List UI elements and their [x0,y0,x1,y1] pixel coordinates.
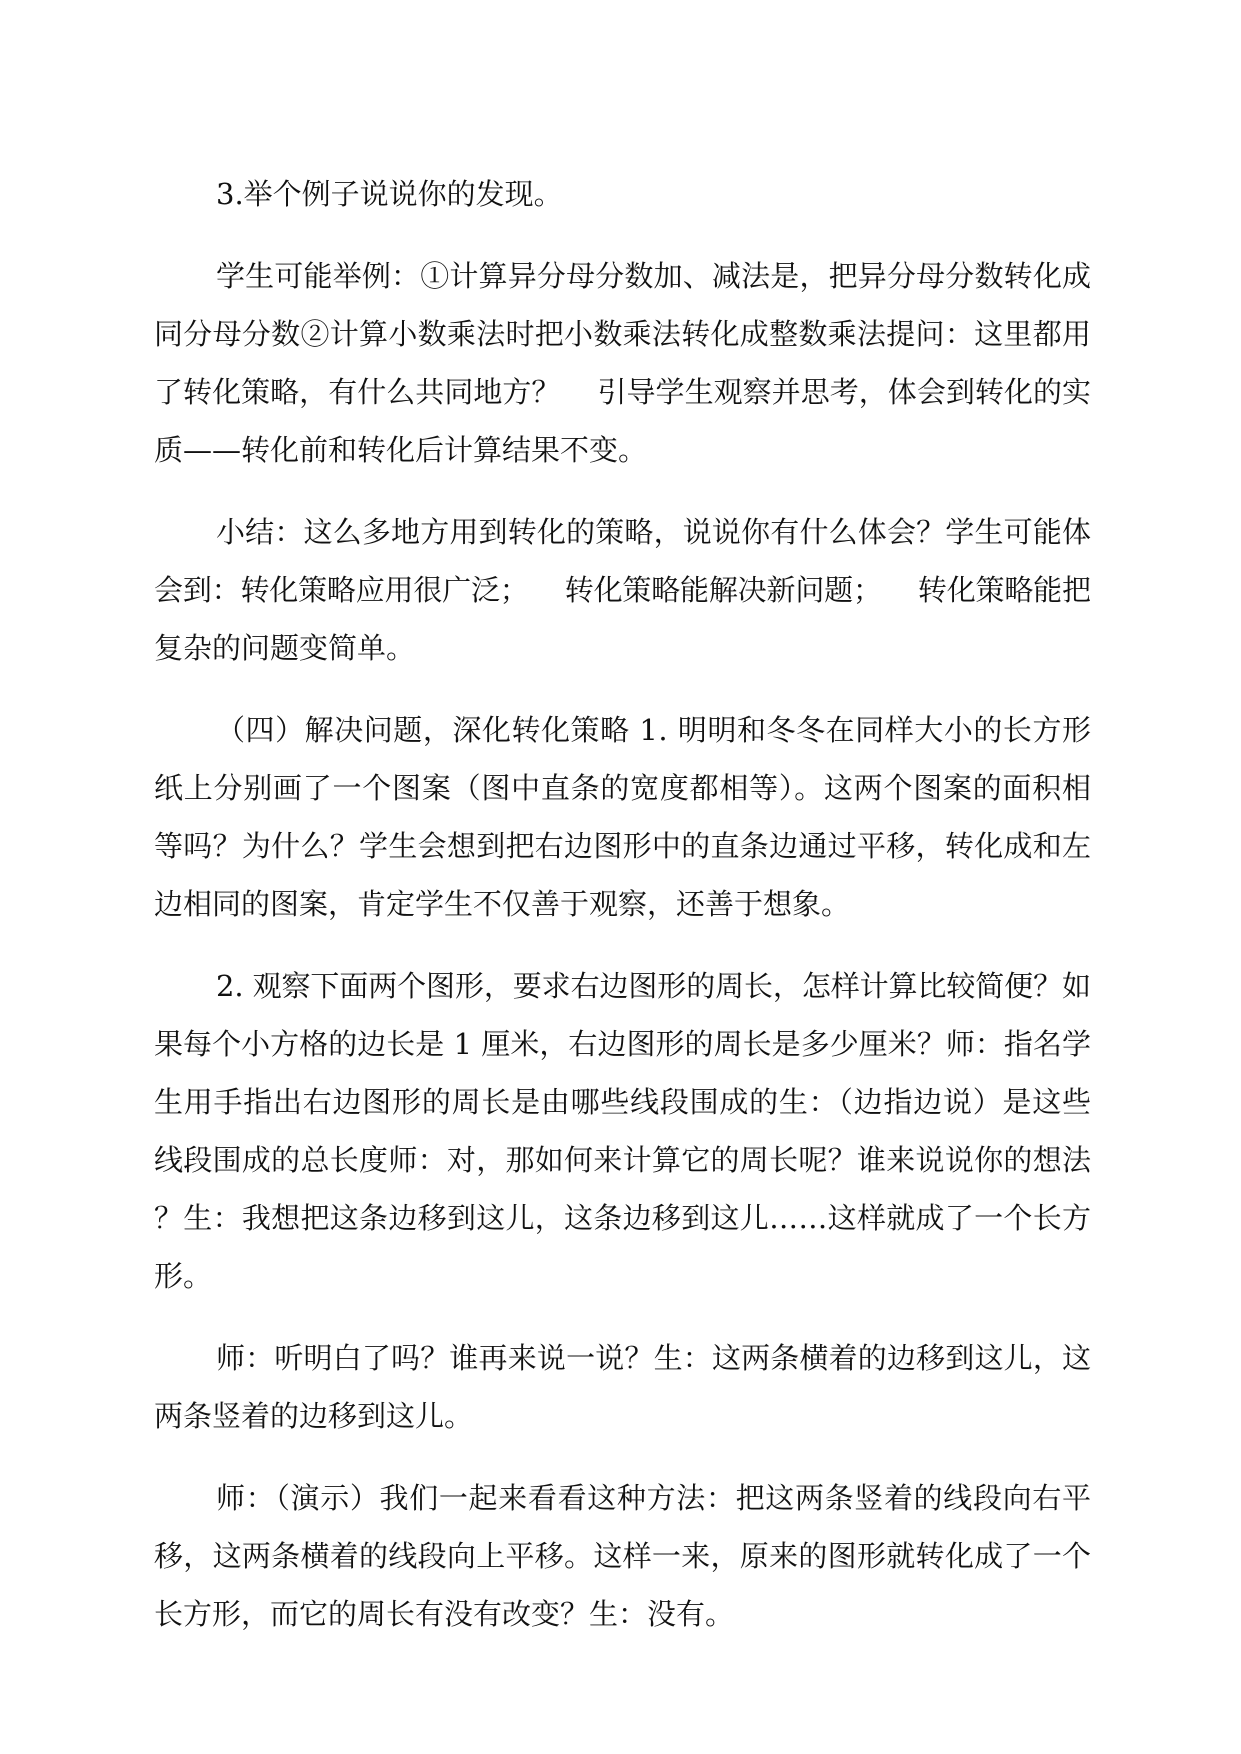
paragraph-perimeter-question [154,957,1091,1305]
text-line: 复杂的问题变简单。 [154,631,416,665]
paragraph-summary [154,503,1091,677]
paragraph-teacher-dialogue [154,1329,1091,1445]
text-line: 纸上分别画了一个图案（图中直条的宽度都相等）。这两个图案的面积相 [154,771,1092,805]
text-line: 边相同的图案，肯定学生不仅善于观察，还善于想象。 [154,887,851,921]
text-line: 移，这两条横着的线段向上平移。这样一来，原来的图形就转化成了一个 [154,1539,1092,1573]
text-line: 小结：这么多地方用到转化的策略，说说你有什么体会？学生可能体 [216,515,1092,549]
text-line: 学生可能举例：①计算异分母分数加、减法是，把异分母分数转化成 [216,259,1092,293]
text-line: 3.举个例子说说你的发现。 [216,177,563,211]
paragraph-student-examples [154,247,1091,479]
text-line: 等吗？为什么？学生会想到把右边图形中的直条边通过平移，转化成和左 [154,829,1092,863]
paragraph-example-discovery [154,165,1091,223]
text-line: 质——转化前和转化后计算结果不变。 [154,433,648,467]
text-line: 形。 [154,1259,213,1293]
text-line: （四）解决问题，深化转化策略 1. 明明和冬冬在同样大小的长方形 [216,713,1092,747]
text-line: 生用手指出右边图形的周长是由哪些线段围成的生：（边指边说）是这些 [154,1085,1092,1119]
text-line: ？生：我想把这条边移到这儿，这条边移到这儿……这样就成了一个长方 [154,1201,1092,1235]
text-line: 果每个小方格的边长是 1 厘米，右边图形的周长是多少厘米？师：指名学 [154,1027,1092,1061]
text-line: 同分母分数②计算小数乘法时把小数乘法转化成整数乘法提问：这里都用 [154,317,1092,351]
text-line: 2. 观察下面两个图形，要求右边图形的周长，怎样计算比较简便？如 [216,969,1091,1003]
document-body [154,165,1091,1667]
text-line: 了转化策略，有什么共同地方？ 引导学生观察并思考，体会到转化的实 [154,375,1092,409]
text-line: 会到：转化策略应用很广泛； 转化策略能解决新问题； 转化策略能把 [154,573,1091,607]
text-line: 线段围成的总长度师：对，那如何来计算它的周长呢？谁来说说你的想法 [154,1143,1092,1177]
text-line: 长方形，而它的周长有没有改变？生：没有。 [154,1597,735,1631]
text-line: 两条竖着的边移到这儿。 [154,1399,474,1433]
text-line: 师：（演示）我们一起来看看这种方法：把这两条竖着的线段向右平 [216,1481,1092,1515]
text-line: 师：听明白了吗？谁再来说一说？生：这两条横着的边移到这儿，这 [216,1341,1092,1375]
paragraph-demonstration [154,1469,1091,1643]
paragraph-section-four [154,701,1091,933]
